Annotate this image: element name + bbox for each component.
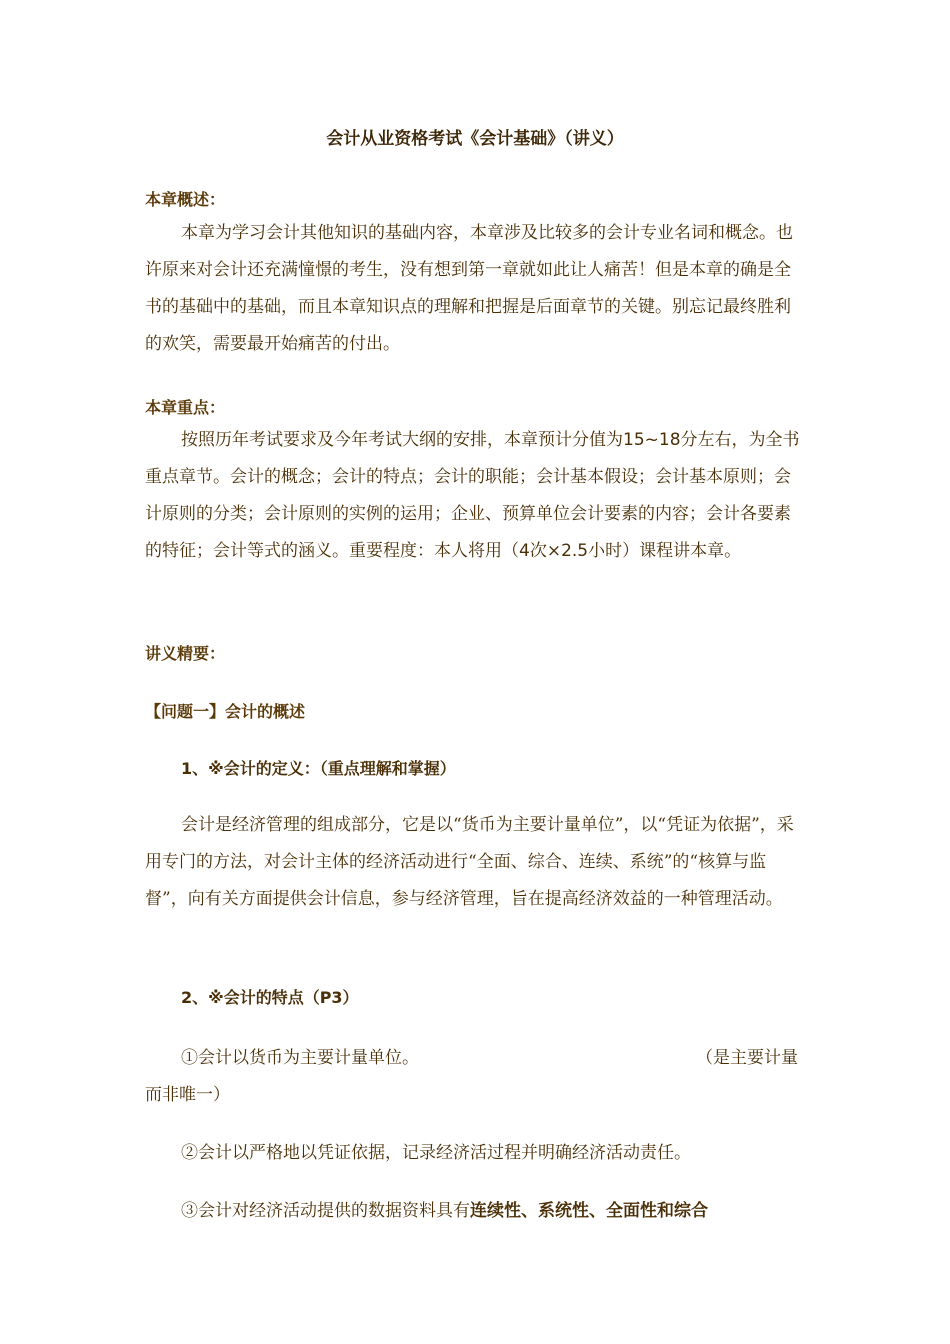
- section1-heading: 1、※会计的定义：（重点理解和掌握）: [181, 759, 456, 778]
- feature-item-1-note: （是主要计量: [696, 1048, 798, 1068]
- keypoints-paragraph: [145, 422, 805, 570]
- overview-paragraph: 本章为学习会计其他知识的基础内容，本章涉及比较多的会计专业名词和概念。也许原来对会计还充满憧憬的考生，没有想到第一章就如此让人痛苦！但是本章的确是全书的基础中的基础，而且本章知识点的理解和把握是后面章节的关键。别忘记最终胜利的欢笑，需要最开始痛苦的付出。: [145, 223, 793, 354]
- document-title: 会计从业资格考试《会计基础》（讲义）: [326, 129, 624, 149]
- keypoints-hours: 2.5: [561, 541, 589, 561]
- feature-item-3-text: ③会计对经济活动提供的数据资料具有: [181, 1201, 470, 1221]
- keypoints-times-unit: 次×: [529, 541, 562, 561]
- feature-item-1-note-cont: 而非唯一）: [145, 1085, 230, 1105]
- feature-item-3-emphasis: 连续性、系统性、全面性和综合: [470, 1201, 708, 1221]
- feature-item-2: ②会计以严格地以凭证依据，记录经济活过程并明确经济活动责任。: [181, 1143, 691, 1163]
- keypoints-text-3: 小时）课程讲本章。: [588, 541, 742, 561]
- keypoints-text-1: 按照历年考试要求及今年考试大纲的安排，本章预计分值为: [181, 430, 623, 450]
- feature-item-3: [181, 1196, 708, 1221]
- keypoints-score: 15~18: [623, 430, 681, 450]
- section2-heading: 2、※会计的特点（P3）: [181, 988, 359, 1007]
- keypoints-times: 4: [519, 541, 530, 561]
- overview-heading: 本章概述：: [145, 190, 226, 209]
- feature-item-1: ①会计以货币为主要计量单位。: [181, 1048, 419, 1068]
- notes-heading: 讲义精要：: [145, 644, 226, 663]
- definition-paragraph: 会计是经济管理的组成部分，它是以“货币为主要计量单位”，以“凭证为依据”，采用专门的方法，对会计主体的经济活动进行“全面、综合、连续、系统”的“核算与监督”，向有关方面提供会计信息，参与经济管理，旨在提高经济效益的一种管理活动。: [145, 815, 794, 909]
- keypoints-heading: 本章重点：: [145, 398, 226, 417]
- keypoints-text-2: 分左右，为全书重点章节。会计的概念；会计的特点；会计的职能；会计基本假设；会计基本原则；会计原则的分类；会计原则的实例的运用；企业、预算单位会计要素的内容；会计各要素的特征；会计等式的涵义。重要程度：本人将用（: [145, 430, 800, 561]
- issue1-heading: 【问题一】会计的概述: [145, 702, 306, 721]
